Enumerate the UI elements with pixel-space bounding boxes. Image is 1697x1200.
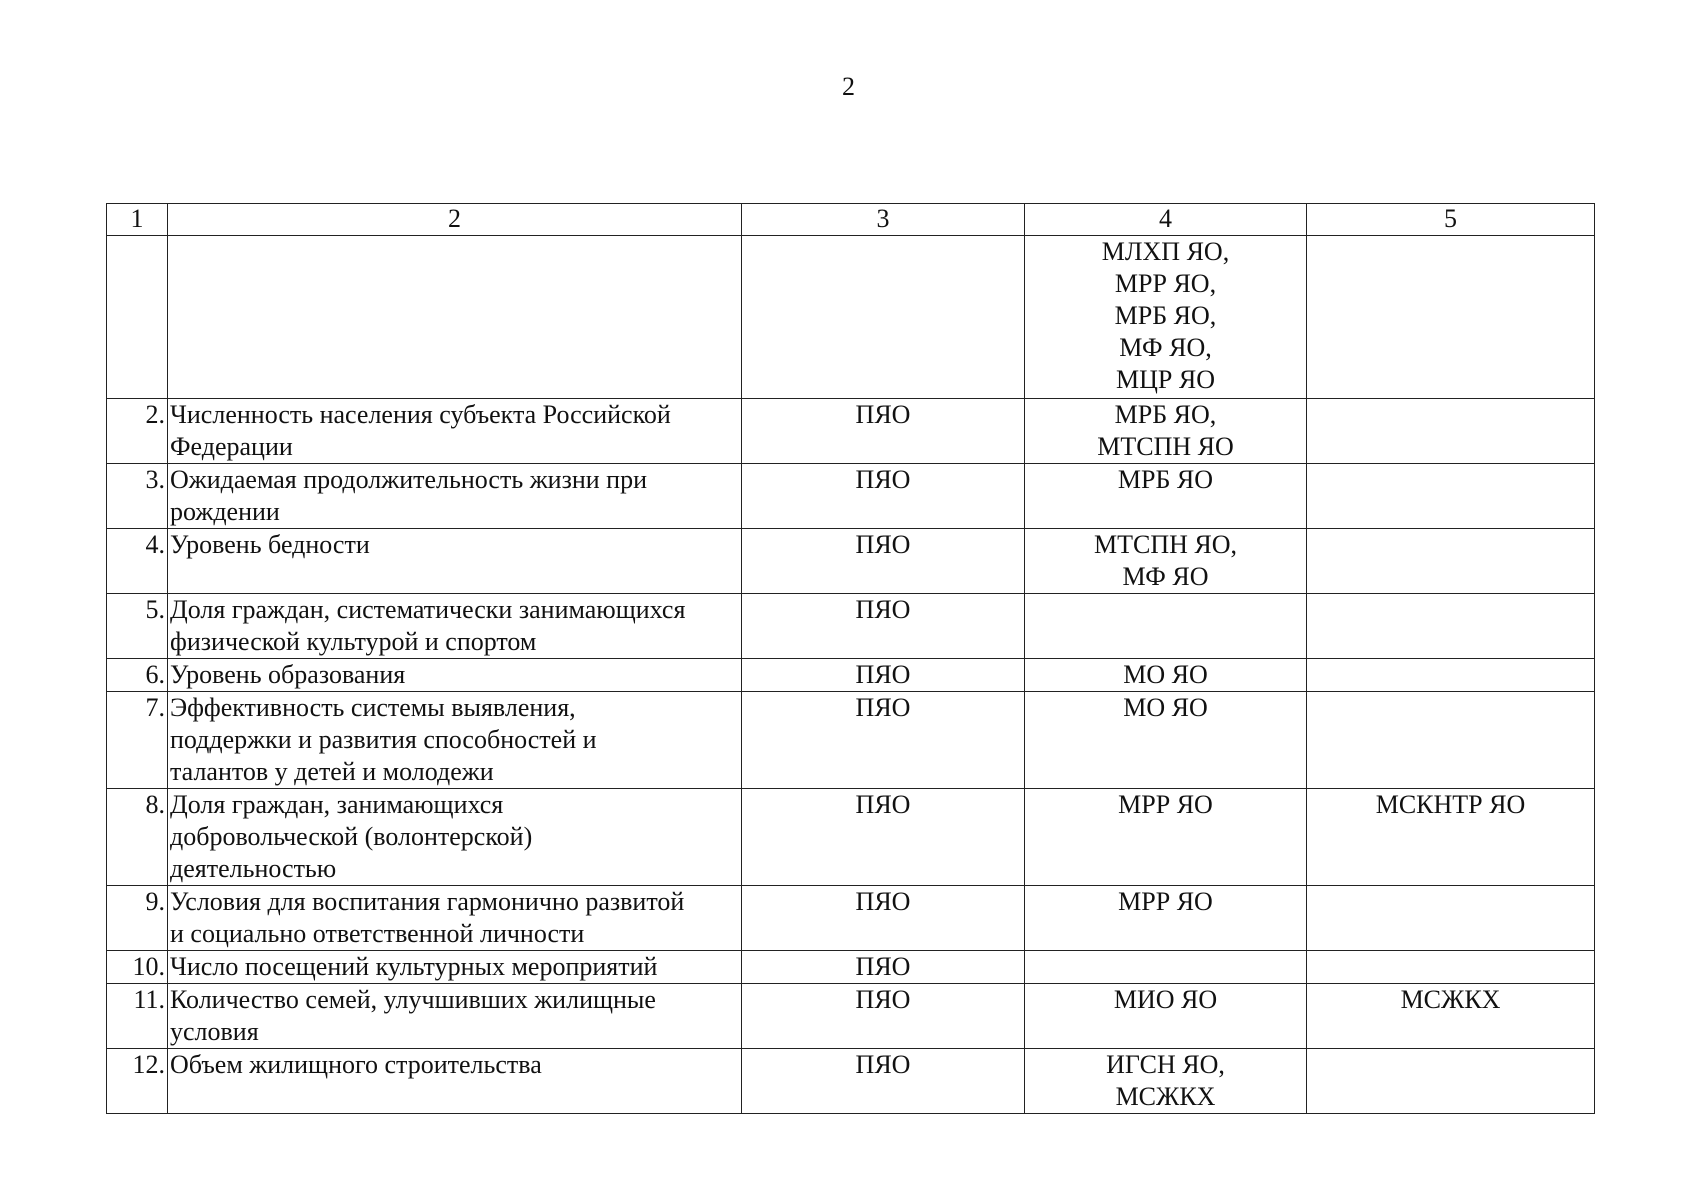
co-executor-line: МФ ЯО — [1122, 562, 1209, 591]
co-executor-line: МИО ЯО — [1113, 985, 1218, 1014]
indicator-name-line: физической культурой и спортом — [170, 627, 537, 656]
indicator-name-line: рождении — [170, 497, 280, 526]
responsible-cell: ПЯО — [742, 529, 1025, 594]
page-number: 2 — [842, 72, 855, 101]
additional-cell — [1307, 951, 1595, 984]
indicator-name-line: Объем жилищного строительства — [170, 1050, 542, 1079]
indicator-name-cell — [168, 399, 742, 464]
co-executors-cell — [1025, 529, 1307, 594]
indicator-name-line: Уровень бедности — [170, 530, 370, 559]
row-number-cell: 5. — [107, 594, 168, 659]
row-number-cell: 8. — [107, 789, 168, 886]
indicator-name-line: Эффективность системы выявления, — [170, 693, 576, 722]
responsible-cell: ПЯО — [742, 951, 1025, 984]
indicators-table — [106, 203, 1595, 1114]
indicator-name-cell — [168, 464, 742, 529]
co-executor-line: МСЖКХ — [1115, 1082, 1216, 1111]
header-cell: 5 — [1307, 204, 1595, 236]
co-executors-cell — [1025, 692, 1307, 789]
row-number-cell: 9. — [107, 886, 168, 951]
co-executors-cell — [1025, 951, 1307, 984]
row-number-cell: 3. — [107, 464, 168, 529]
table-row — [107, 789, 1595, 886]
responsible-cell: ПЯО — [742, 464, 1025, 529]
indicator-name-cell — [168, 594, 742, 659]
additional-cell: МСЖКХ — [1307, 984, 1595, 1049]
indicator-name-line: и социально ответственной личности — [170, 919, 585, 948]
table-row — [107, 886, 1595, 951]
co-executor-line: МТСПН ЯО, — [1093, 530, 1237, 559]
additional-cell — [1307, 399, 1595, 464]
responsible-cell: ПЯО — [742, 594, 1025, 659]
indicator-name-line: Число посещений культурных мероприятий — [170, 952, 658, 981]
indicator-name-cell — [168, 951, 742, 984]
co-executors-cell — [1025, 789, 1307, 886]
additional-cell — [1307, 594, 1595, 659]
additional-cell — [1307, 529, 1595, 594]
co-executor-line: МРР ЯО — [1118, 790, 1213, 819]
co-executor-line: МРР ЯО — [1118, 887, 1213, 916]
table-row — [107, 692, 1595, 789]
responsible-cell: ПЯО — [742, 692, 1025, 789]
table-row — [107, 236, 1595, 399]
indicator-name-cell — [168, 692, 742, 789]
co-executor-line: МЛХП ЯО, — [1101, 237, 1230, 266]
responsible-cell: ПЯО — [742, 659, 1025, 692]
indicator-name-cell — [168, 529, 742, 594]
table-row — [107, 594, 1595, 659]
table-row — [107, 659, 1595, 692]
indicator-name-line: Федерации — [170, 432, 293, 461]
co-executor-line: МО ЯО — [1123, 693, 1208, 722]
indicator-name-line: Доля граждан, занимающихся — [170, 790, 504, 819]
header-cell: 2 — [168, 204, 742, 236]
co-executor-line: МРР ЯО, — [1114, 269, 1217, 298]
indicator-name-line: Уровень образования — [170, 660, 406, 689]
header-cell: 4 — [1025, 204, 1307, 236]
co-executors-cell — [1025, 236, 1307, 399]
co-executor-line: МФ ЯО, — [1119, 333, 1212, 362]
indicator-name-line: поддержки и развития способностей и — [170, 725, 597, 754]
row-number-cell: 10. — [107, 951, 168, 984]
co-executors-cell — [1025, 1049, 1307, 1114]
additional-cell — [1307, 236, 1595, 399]
co-executor-line: МРБ ЯО, — [1114, 301, 1217, 330]
additional-cell — [1307, 1049, 1595, 1114]
table-row — [107, 951, 1595, 984]
co-executors-cell — [1025, 984, 1307, 1049]
responsible-cell — [742, 236, 1025, 399]
indicator-name-line: Условия для воспитания гармонично развитой — [170, 887, 685, 916]
additional-cell — [1307, 886, 1595, 951]
co-executors-cell — [1025, 594, 1307, 659]
indicator-name-cell — [168, 659, 742, 692]
co-executor-line: МЦР ЯО — [1116, 365, 1215, 394]
co-executors-cell — [1025, 659, 1307, 692]
indicator-name-line: деятельностью — [170, 854, 337, 883]
indicator-name-cell — [168, 236, 742, 399]
table-row — [107, 399, 1595, 464]
additional-cell — [1307, 692, 1595, 789]
row-number-cell — [107, 236, 168, 399]
co-executor-line: МРБ ЯО — [1117, 465, 1214, 494]
row-number-cell: 4. — [107, 529, 168, 594]
co-executor-line: МТСПН ЯО — [1097, 432, 1234, 461]
indicator-name-line: Ожидаемая продолжительность жизни при — [170, 465, 648, 494]
table-row — [107, 984, 1595, 1049]
indicator-name-line: условия — [170, 1017, 259, 1046]
indicator-name-cell — [168, 984, 742, 1049]
indicator-name-cell — [168, 789, 742, 886]
responsible-cell: ПЯО — [742, 789, 1025, 886]
additional-cell — [1307, 464, 1595, 529]
header-cell: 3 — [742, 204, 1025, 236]
co-executor-line: МРБ ЯО, — [1114, 400, 1217, 429]
co-executors-cell — [1025, 886, 1307, 951]
co-executor-line: ИГСН ЯО, — [1106, 1050, 1225, 1079]
indicator-name-cell — [168, 1049, 742, 1114]
table-row — [107, 1049, 1595, 1114]
responsible-cell: ПЯО — [742, 886, 1025, 951]
additional-cell — [1307, 659, 1595, 692]
header-cell: 1 — [107, 204, 168, 236]
indicator-name-line: добровольческой (волонтерской) — [170, 822, 533, 851]
row-number-cell: 12. — [107, 1049, 168, 1114]
row-number-cell: 11. — [107, 984, 168, 1049]
indicator-name-line: Доля граждан, систематически занимающихся — [170, 595, 686, 624]
indicator-name-cell — [168, 886, 742, 951]
co-executors-cell — [1025, 399, 1307, 464]
table-row — [107, 529, 1595, 594]
row-number-cell: 7. — [107, 692, 168, 789]
indicator-name-line: Численность населения субъекта Российской — [170, 400, 671, 429]
row-number-cell: 6. — [107, 659, 168, 692]
indicator-name-line: Количество семей, улучшивших жилищные — [170, 985, 656, 1014]
responsible-cell: ПЯО — [742, 984, 1025, 1049]
table-header-row — [107, 204, 1595, 236]
row-number-cell: 2. — [107, 399, 168, 464]
table-row — [107, 464, 1595, 529]
co-executor-line: МО ЯО — [1123, 660, 1208, 689]
indicator-name-line: талантов у детей и молодежи — [170, 757, 494, 786]
co-executors-cell — [1025, 464, 1307, 529]
responsible-cell: ПЯО — [742, 1049, 1025, 1114]
table-body — [107, 399, 1595, 1114]
additional-cell: МСКНТР ЯО — [1307, 789, 1595, 886]
responsible-cell: ПЯО — [742, 399, 1025, 464]
